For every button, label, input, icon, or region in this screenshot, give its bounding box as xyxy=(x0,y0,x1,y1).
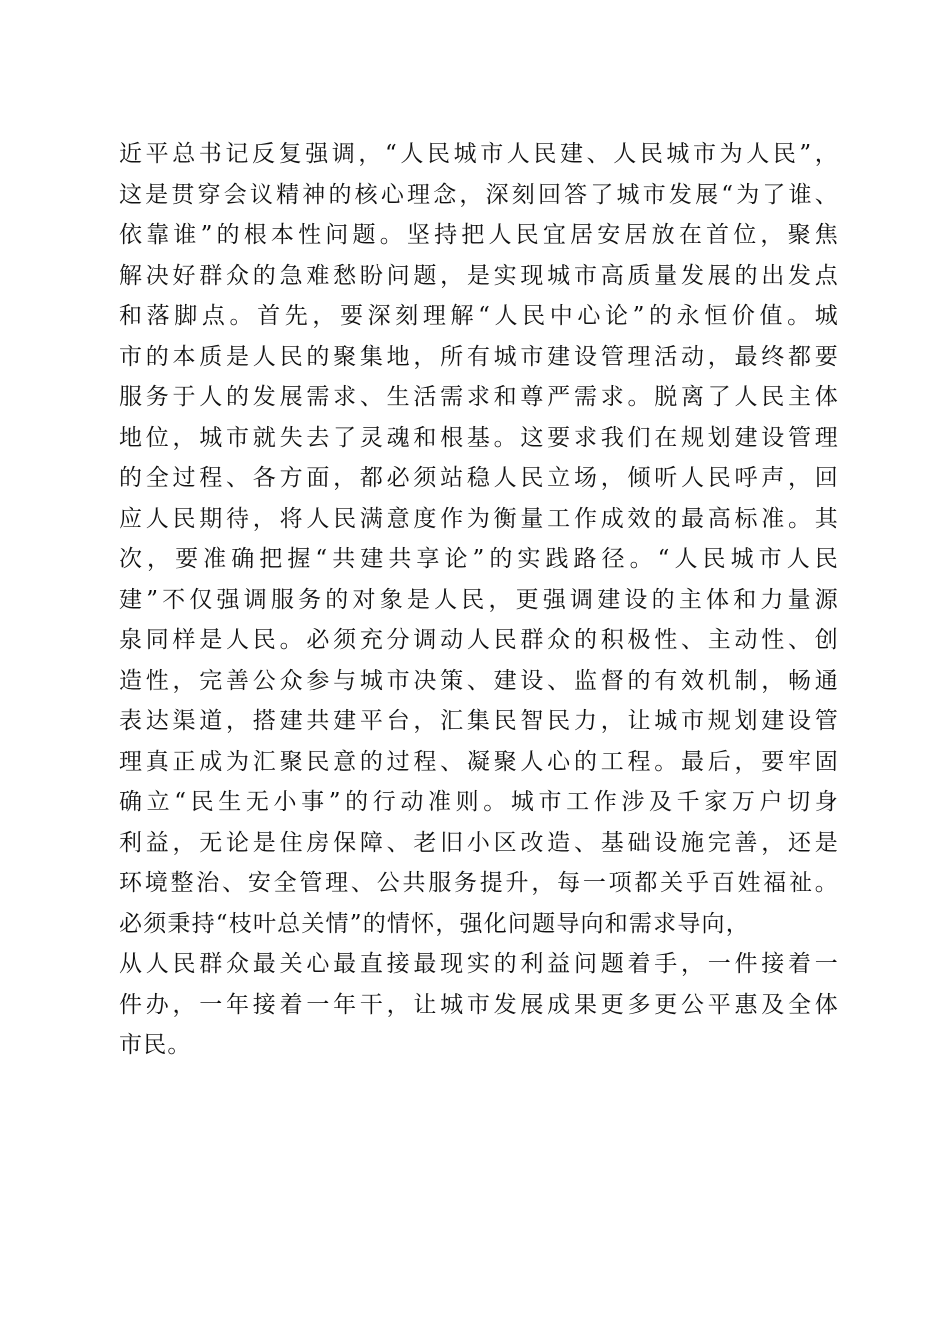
text-line: 表达渠道，搭建共建平台，汇集民智民力，让城市规划建设管 xyxy=(119,708,839,734)
text-line: 地位，城市就失去了灵魂和根基。这要求我们在规划建设管理 xyxy=(119,424,839,451)
text-line: 和落脚点。首先，要深刻理解“人民中心论”的永恒价值。城 xyxy=(119,303,839,329)
text-line: 服务于人的发展需求、生活需求和尊严需求。脱离了人民主体 xyxy=(119,384,839,410)
text-line: 理真正成为汇聚民意的过程、凝聚人心的工程。最后，要牢固 xyxy=(119,748,839,775)
text-line: 环境整治、安全管理、公共服务提升，每一项都关乎百姓福祉。 xyxy=(119,870,839,896)
text-line: 泉同样是人民。必须充分调动人民群众的积极性、主动性、创 xyxy=(119,627,839,653)
text-line: 市民。 xyxy=(119,1032,192,1058)
text-line: 确立“民生无小事”的行动准则。城市工作涉及千家万户切身 xyxy=(119,789,839,815)
text-line: 必须秉持“枝叶总关情”的情怀，强化问题导向和需求导向， xyxy=(119,910,750,937)
text-line: 解决好群众的急难愁盼问题，是实现城市高质量发展的出发点 xyxy=(119,262,839,289)
text-line: 近平总书记反复强调，“人民城市人民建、人民城市为人民”， xyxy=(119,141,839,167)
text-line: 件办，一年接着一年干，让城市发展成果更多更公平惠及全体 xyxy=(119,991,839,1018)
text-line: 应人民期待，将人民满意度作为衡量工作成效的最高标准。其 xyxy=(119,505,839,532)
text-line: 造性，完善公众参与城市决策、建设、监督的有效机制，畅通 xyxy=(119,667,839,694)
text-line: 从人民群众最关心最直接最现实的利益问题着手，一件接着一 xyxy=(119,951,839,977)
text-line: 利益，无论是住房保障、老旧小区改造、基础设施完善，还是 xyxy=(119,829,839,856)
text-line: 建”不仅强调服务的对象是人民，更强调建设的主体和力量源 xyxy=(119,586,839,613)
body-paragraph xyxy=(119,134,839,1066)
text-line: 市的本质是人民的聚集地，所有城市建设管理活动，最终都要 xyxy=(119,343,839,370)
text-line: 这是贯穿会议精神的核心理念，深刻回答了城市发展“为了谁、 xyxy=(119,181,839,208)
text-line: 依靠谁”的根本性问题。坚持把人民宜居安居放在首位，聚焦 xyxy=(119,222,839,248)
text-line: 的全过程、各方面，都必须站稳人民立场，倾听人民呼声，回 xyxy=(119,465,839,491)
text-line: 次，要准确把握“共建共享论”的实践路径。“人民城市人民 xyxy=(119,546,839,572)
